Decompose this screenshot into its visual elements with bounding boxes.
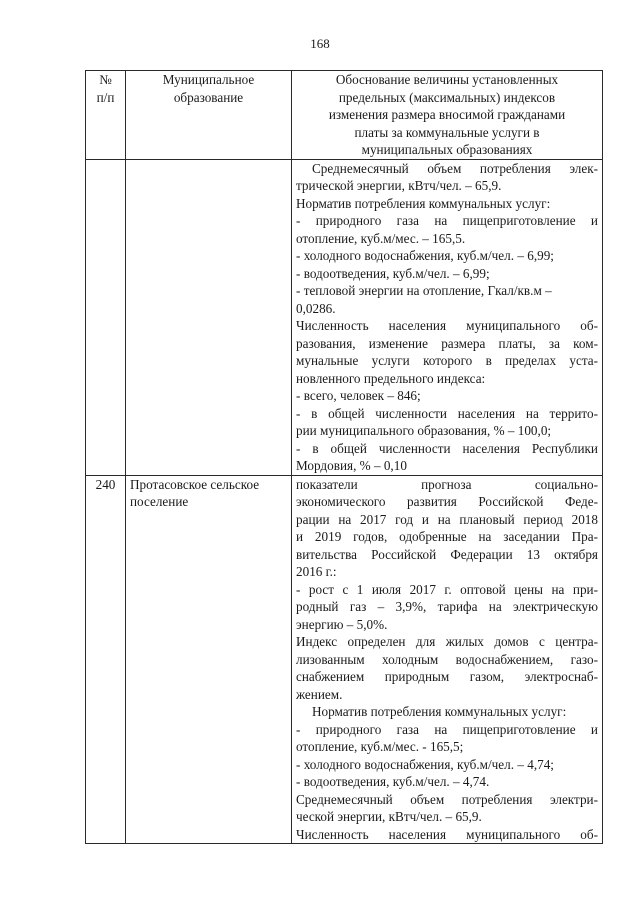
header-municipality-line: образование	[173, 89, 244, 105]
header-basis-line: Обоснование величины установленных	[335, 72, 559, 87]
basis-cell	[292, 475, 603, 844]
basis-cell	[292, 159, 603, 475]
basis-text-line: 2016 г.:	[296, 564, 337, 579]
header-municipality-line: Муниципальное	[162, 72, 255, 87]
basis-text-line: Индекс определен для жилых домов с центра-	[296, 634, 598, 649]
page-number: 168	[310, 36, 330, 51]
basis-text-line: вительства Российской Федерации 13 октября	[296, 546, 598, 562]
municipality-name-line: поселение	[130, 494, 189, 509]
basis-text-line: мунальные услуги которого в пределах уста-	[296, 353, 598, 368]
basis-text-line: родный газ – 3,9%, тарифа на электрическую	[296, 599, 598, 614]
table-header-row	[86, 71, 603, 160]
index-justification-table	[85, 70, 603, 844]
basis-text-line: отопление, куб.м/мес. - 165,5;	[296, 739, 464, 754]
basis-text-line: Среднемесячный объем потребления элек-	[312, 160, 598, 176]
basis-text-line: Норматив потребления коммунальных услуг:	[296, 195, 551, 211]
header-basis	[292, 71, 603, 160]
basis-text-line: - природного газа на пищеприготовление и	[296, 213, 598, 228]
basis-text-line: Численность населения муниципального об-	[296, 318, 598, 333]
basis-text-line: - тепловой энергии на отопление, Гкал/кв.м –	[296, 283, 552, 298]
header-municipality	[126, 71, 292, 160]
basis-text-line: рации на 2017 год и на плановый период 2018	[296, 511, 598, 527]
basis-text-line: новленного предельного индекса:	[296, 370, 486, 386]
basis-text-line: рии муниципального образования, % – 100,0;	[296, 423, 552, 438]
basis-text-line: - всего, человек – 846;	[296, 388, 421, 403]
municipality-cell	[126, 159, 292, 475]
basis-text-line: трической энергии, кВтч/чел. – 65,9.	[296, 178, 502, 193]
basis-text-line: - водоотведения, куб.м/чел. – 4,74.	[296, 774, 490, 789]
basis-text-line: Численность населения муниципального об-	[296, 826, 598, 842]
basis-text-line: отопление, куб.м/мес. – 165,5.	[296, 230, 466, 246]
municipality-cell	[126, 475, 292, 844]
table-row	[86, 475, 603, 844]
row-number-cell	[86, 159, 126, 475]
basis-text-line: - водоотведения, куб.м/чел. – 6,99;	[296, 265, 490, 281]
basis-text-line: разования, изменение размера платы, за ком-	[296, 335, 598, 351]
basis-text-line: Мордовия, % – 0,10	[296, 458, 407, 473]
basis-text-line: - холодного водоснабжения, куб.м/чел. – 4,74;	[296, 756, 554, 772]
basis-text-line: жением.	[296, 686, 343, 702]
header-basis-line: изменения размера вносимой гражданами	[328, 107, 566, 122]
header-basis-line: предельных (максимальных) индексов	[338, 89, 556, 105]
header-number	[86, 71, 126, 160]
basis-text-line: снабжением природным газом, электроснаб-	[296, 669, 598, 684]
row-number-cell: 240	[86, 475, 126, 844]
basis-text-line: лизованным холодным водоснабжением, газо-	[296, 651, 598, 667]
basis-text-line: - природного газа на пищеприготовление и	[296, 721, 598, 737]
header-number-line: п/п	[96, 89, 115, 105]
basis-text-line: Среднемесячный объем потребления электри-	[296, 791, 598, 807]
basis-text-line: 0,0286.	[296, 300, 336, 316]
basis-text-line: - в общей численности населения Республики	[296, 440, 598, 456]
header-basis-line: платы за коммунальные услуги в	[354, 124, 540, 140]
basis-text-line: - холодного водоснабжения, куб.м/чел. – 6,99;	[296, 248, 554, 263]
header-basis-line: муниципальных образованиях	[361, 142, 533, 157]
header-number-line: №	[99, 72, 112, 87]
basis-text-line: экономического развития Российской Феде-	[296, 494, 598, 509]
basis-text-line: энергию – 5,0%.	[296, 616, 388, 632]
basis-text-line: - рост с 1 июля 2017 г. оптовой цены на при-	[296, 581, 598, 597]
basis-text-line: и 2019 годов, одобренные на заседании Пра-	[296, 529, 598, 544]
municipality-name-line: Протасовское сельское	[130, 476, 260, 492]
basis-text-line: показатели прогноза социально-	[296, 476, 598, 492]
basis-text-line: - в общей численности населения на террито-	[296, 405, 598, 421]
basis-text-line: Норматив потребления коммунальных услуг:	[312, 704, 567, 719]
table-row	[86, 159, 603, 475]
basis-text-line: ческой энергии, кВтч/чел. – 65,9.	[296, 809, 482, 824]
